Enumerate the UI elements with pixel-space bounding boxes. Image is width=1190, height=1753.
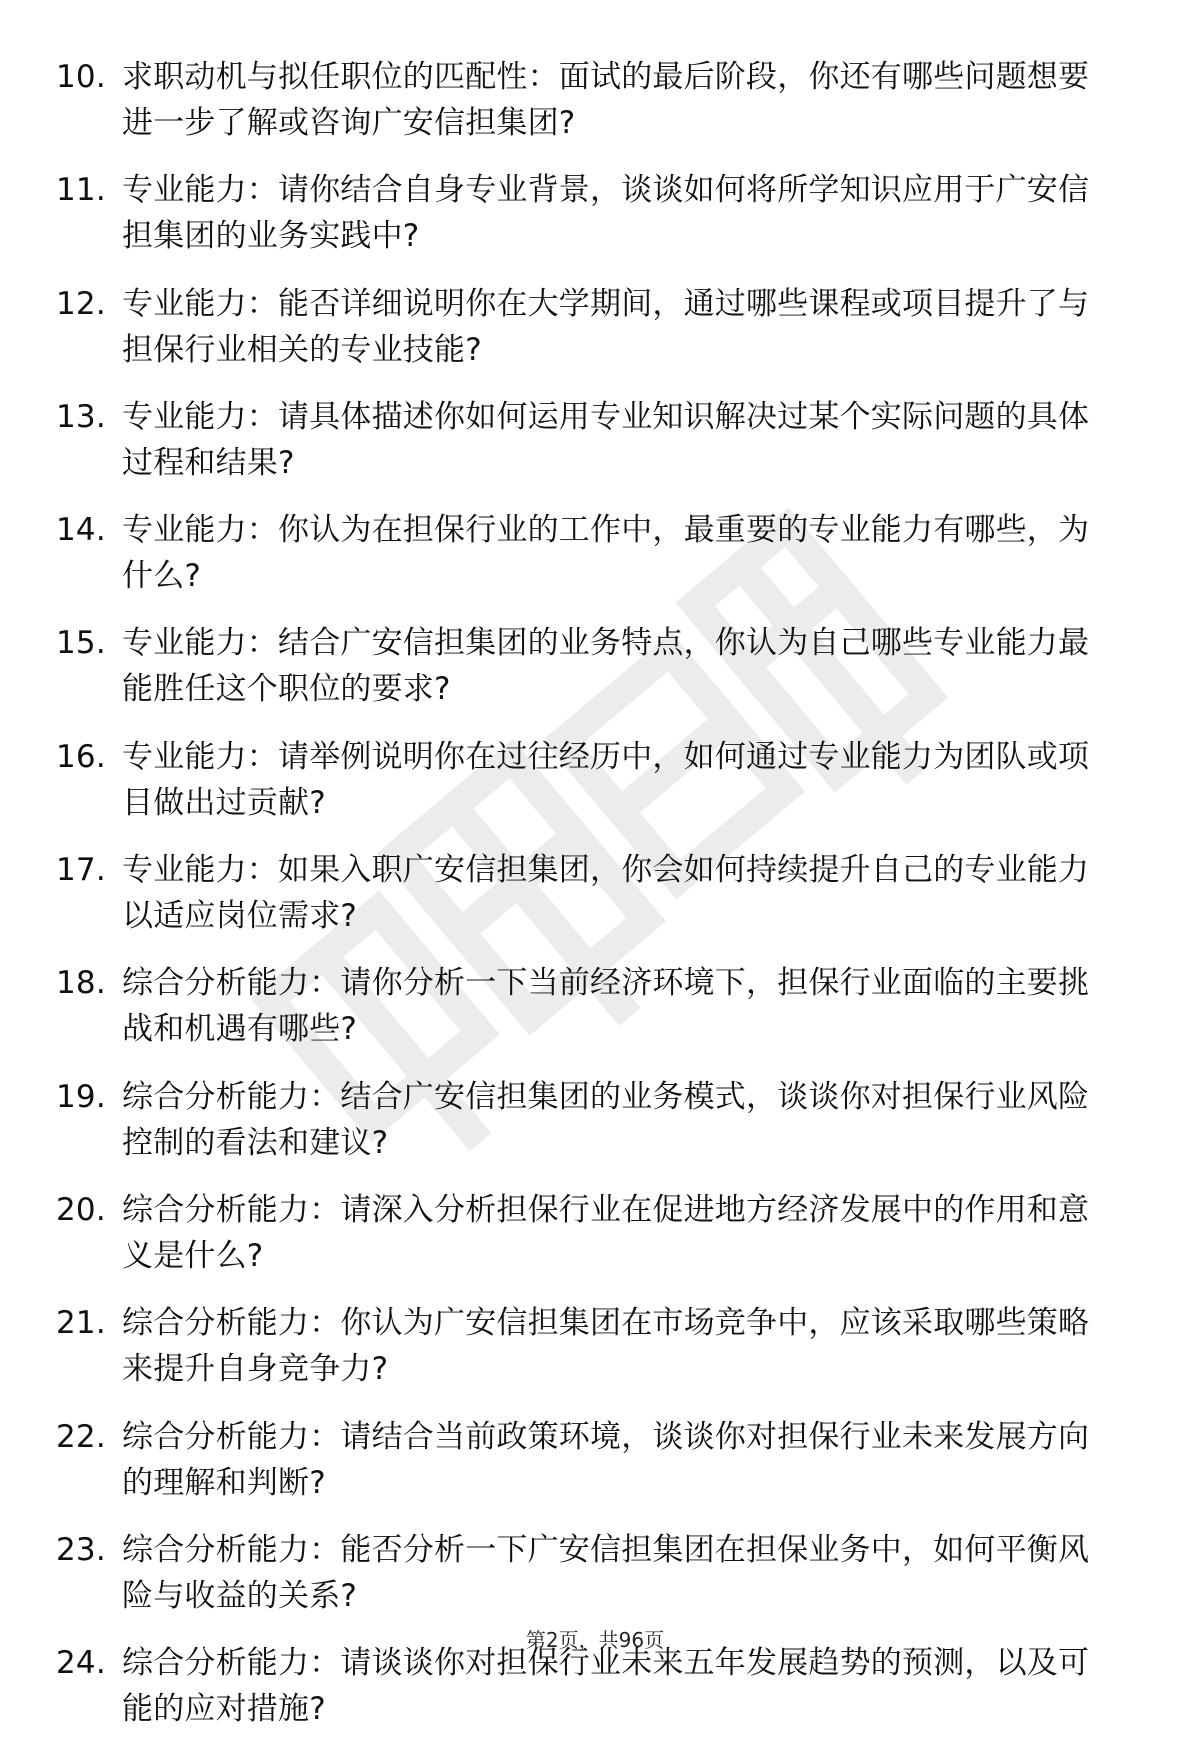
question-number: 17. [56, 852, 106, 889]
question-text: 专业能力：你认为在担保行业的工作中，最重要的专业能力有哪些，为什么? [122, 512, 1090, 595]
question-number: 18. [56, 965, 106, 1002]
question-number: 20. [56, 1191, 106, 1228]
list-item [56, 1187, 1116, 1279]
question-text: 综合分析能力：请谈谈你对担保行业未来五年发展趋势的预测，以及可能的应对措施? [122, 1645, 1090, 1728]
list-item [56, 620, 1116, 712]
question-number: 15. [56, 625, 106, 662]
list-item [56, 1300, 1116, 1392]
question-number: 12. [56, 285, 106, 322]
question-text: 专业能力：请具体描述你如何运用专业知识解决过某个实际问题的具体过程和结果? [122, 398, 1090, 481]
question-number: 10. [56, 59, 106, 95]
list-item [56, 281, 1116, 373]
list-item [56, 54, 1116, 146]
list-item [56, 394, 1116, 486]
page-indicator: 第2页，共96页 [525, 1628, 665, 1652]
question-text: 专业能力：如果入职广安信担集团，你会如何持续提升自己的专业能力以适应岗位需求? [122, 852, 1090, 935]
question-number: 14. [56, 512, 106, 549]
list-item [56, 734, 1116, 826]
question-text: 专业能力：能否详细说明你在大学期间，通过哪些课程或项目提升了与担保行业相关的专业技能? [122, 285, 1090, 368]
question-text: 综合分析能力：结合广安信担集团的业务模式，谈谈你对担保行业风险控制的看法和建议? [122, 1078, 1090, 1161]
question-text: 专业能力：结合广安信担集团的业务特点，你认为自己哪些专业能力最能胜任这个职位的要求? [122, 625, 1090, 708]
question-text: 综合分析能力：你认为广安信担集团在市场竞争中，应该采取哪些策略来提升自身竞争力? [122, 1305, 1090, 1388]
question-text: 专业能力：请你结合自身专业背景，谈谈如何将所学知识应用于广安信担集团的业务实践中? [122, 172, 1090, 255]
question-text: 综合分析能力：请结合当前政策环境，谈谈你对担保行业未来发展方向的理解和判断? [122, 1418, 1090, 1501]
page-footer [0, 1626, 1190, 1654]
question-number: 22. [56, 1418, 106, 1455]
question-number: 21. [56, 1305, 106, 1342]
question-number: 24. [56, 1645, 106, 1682]
question-list [56, 54, 1116, 1753]
question-text: 求职动机与拟任职位的匹配性：面试的最后阶段，你还有哪些问题想要进一步了解或咨询广安信担集团? [122, 59, 1090, 141]
question-number: 11. [56, 172, 106, 209]
question-text: 综合分析能力：能否分析一下广安信担集团在担保业务中，如何平衡风险与收益的关系? [122, 1531, 1090, 1614]
list-item [56, 1414, 1116, 1506]
list-item [56, 1074, 1116, 1166]
list-item [56, 960, 1116, 1052]
list-item [56, 167, 1116, 259]
question-number: 23. [56, 1531, 106, 1568]
question-text: 专业能力：请举例说明你在过往经历中，如何通过专业能力为团队或项目做出过贡献? [122, 738, 1090, 821]
question-text: 综合分析能力：请深入分析担保行业在促进地方经济发展中的作用和意义是什么? [122, 1191, 1090, 1274]
question-text: 综合分析能力：请你分析一下当前经济环境下，担保行业面临的主要挑战和机遇有哪些? [122, 965, 1090, 1048]
list-item [56, 847, 1116, 939]
question-number: 19. [56, 1078, 106, 1115]
list-item [56, 1527, 1116, 1619]
question-number: 16. [56, 738, 106, 775]
list-item [56, 507, 1116, 599]
question-number: 13. [56, 398, 106, 435]
